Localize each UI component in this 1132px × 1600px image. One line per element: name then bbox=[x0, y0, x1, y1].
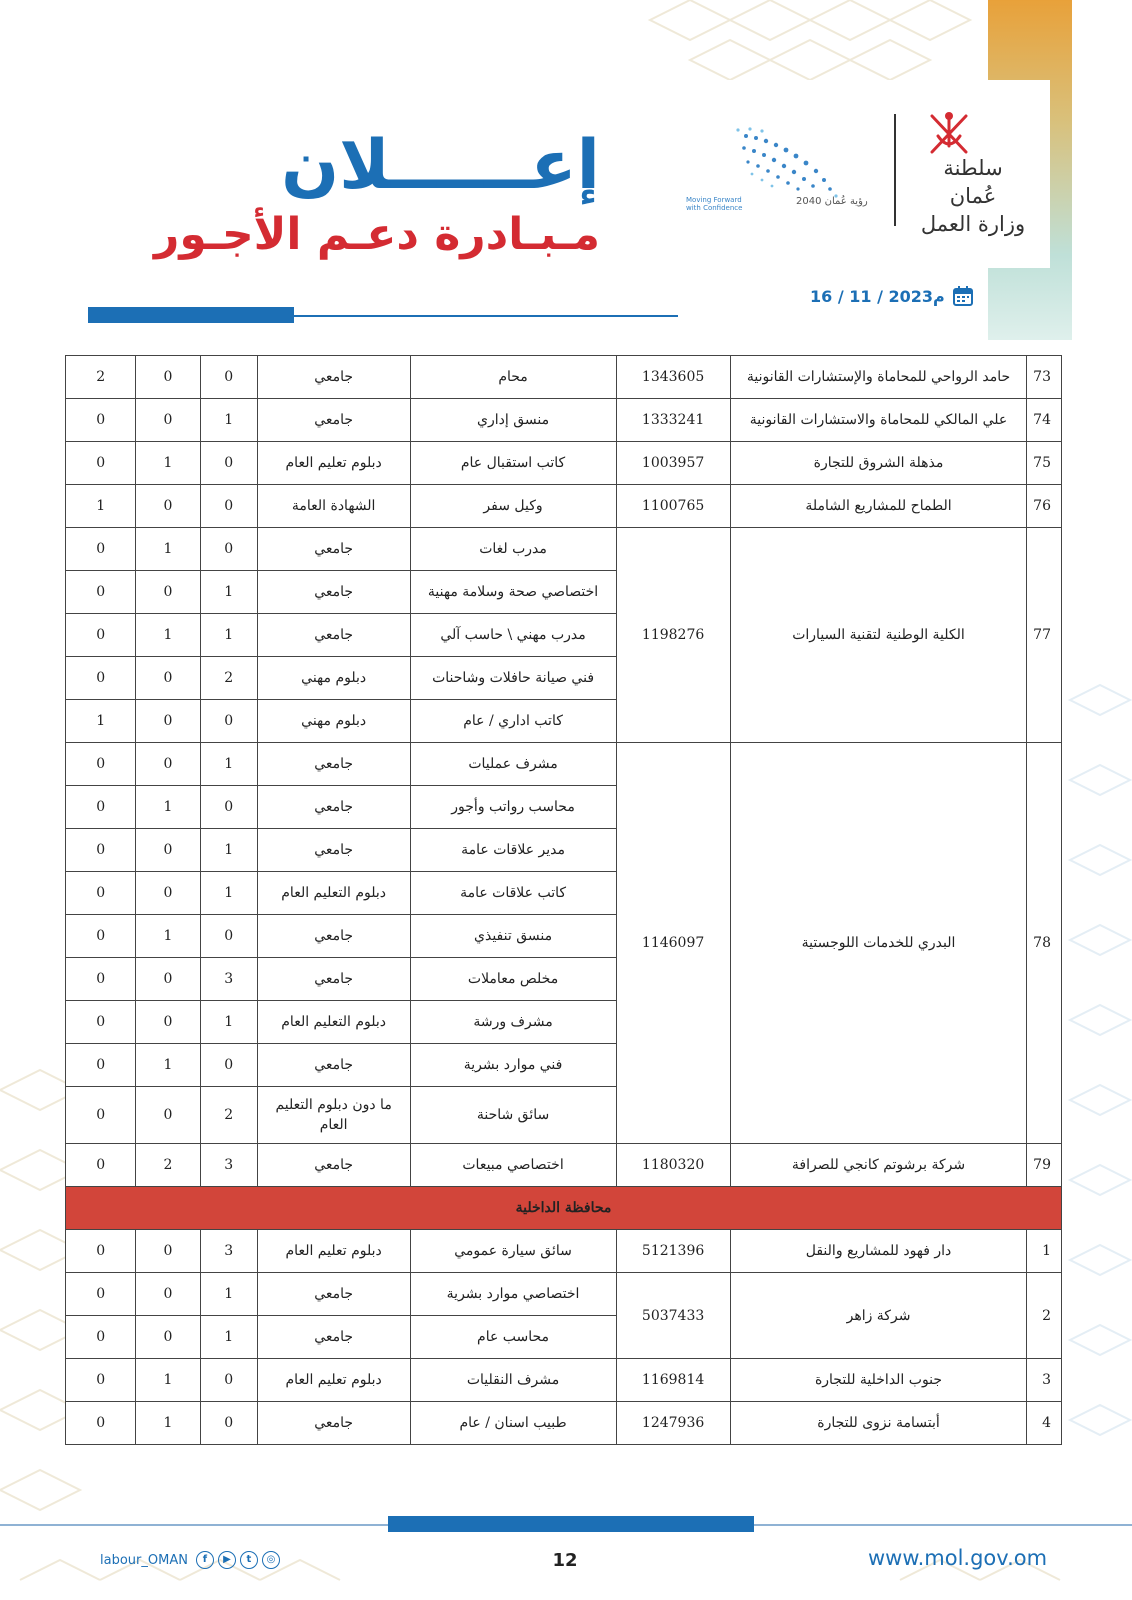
cell-qual: دبلوم تعليم العام bbox=[257, 442, 410, 485]
cell-c2: 0 bbox=[136, 1087, 200, 1144]
cell-job: مشرف ورشة bbox=[410, 1001, 616, 1044]
cell-c3: 0 bbox=[66, 1144, 136, 1187]
cell-c3: 2 bbox=[66, 356, 136, 399]
cell-c3: 0 bbox=[66, 743, 136, 786]
cell-c1: 1 bbox=[200, 571, 257, 614]
cell-company: أبتسامة نزوى للتجارة bbox=[730, 1402, 1027, 1445]
cell-c3: 0 bbox=[66, 1273, 136, 1316]
table-row bbox=[66, 399, 1062, 442]
announcement-date: 16 / 11 / 2023م bbox=[810, 286, 945, 306]
cell-c1: 0 bbox=[200, 356, 257, 399]
cell-qual: دبلوم تعليم العام bbox=[257, 1230, 410, 1273]
ministry-line-2: وزارة العمل bbox=[920, 212, 1026, 236]
cell-qual: ما دون دبلوم التعليم العام bbox=[257, 1087, 410, 1144]
cell-c2: 2 bbox=[136, 1144, 200, 1187]
cell-no: 75 bbox=[1027, 442, 1062, 485]
cell-c3: 0 bbox=[66, 442, 136, 485]
calendar-icon bbox=[953, 286, 973, 306]
cell-c1: 1 bbox=[200, 1001, 257, 1044]
cell-job: وكيل سفر bbox=[410, 485, 616, 528]
cell-qual: جامعي bbox=[257, 1144, 410, 1187]
cell-company: البدري للخدمات اللوجستية bbox=[730, 743, 1027, 1144]
cell-c3: 1 bbox=[66, 485, 136, 528]
cell-c1: 1 bbox=[200, 399, 257, 442]
ministry-line-1: سلطنة عُمان bbox=[943, 156, 1003, 208]
social-handle[interactable]: labour_OMAN bbox=[100, 1552, 188, 1568]
section-header-row bbox=[66, 1187, 1062, 1230]
cell-qual: دبلوم تعليم العام bbox=[257, 1359, 410, 1402]
cell-no: 2 bbox=[1027, 1273, 1062, 1359]
cell-no: 4 bbox=[1027, 1402, 1062, 1445]
cell-c1: 0 bbox=[200, 915, 257, 958]
cell-c1: 0 bbox=[200, 485, 257, 528]
cell-company: شركة زاهر bbox=[730, 1273, 1027, 1359]
table-row bbox=[66, 1273, 1062, 1316]
table-row bbox=[66, 1402, 1062, 1445]
cell-no: 73 bbox=[1027, 356, 1062, 399]
cell-c2: 0 bbox=[136, 1001, 200, 1044]
cell-job: منسق إداري bbox=[410, 399, 616, 442]
cell-c3: 0 bbox=[66, 786, 136, 829]
facebook-icon[interactable]: f bbox=[196, 1551, 214, 1569]
cell-no: 76 bbox=[1027, 485, 1062, 528]
cell-c2: 0 bbox=[136, 958, 200, 1001]
cell-reg: 1333241 bbox=[616, 399, 730, 442]
announcement-subtitle: مـبـادرة دعـم الأجـور bbox=[153, 209, 600, 260]
cell-qual: جامعي bbox=[257, 829, 410, 872]
cell-job: مشرف عمليات bbox=[410, 743, 616, 786]
cell-c3: 0 bbox=[66, 1087, 136, 1144]
cell-job: محاسب عام bbox=[410, 1316, 616, 1359]
footer-rule-thick bbox=[388, 1516, 754, 1532]
cell-c3: 0 bbox=[66, 958, 136, 1001]
cell-job: اختصاصي صحة وسلامة مهنية bbox=[410, 571, 616, 614]
cell-c2: 1 bbox=[136, 915, 200, 958]
cell-qual: جامعي bbox=[257, 399, 410, 442]
instagram-icon[interactable]: ◎ bbox=[262, 1551, 280, 1569]
cell-reg: 1169814 bbox=[616, 1359, 730, 1402]
vision-2040-label: رؤية عُمان 2040 bbox=[796, 196, 868, 207]
ministry-name bbox=[918, 154, 1028, 238]
cell-c3: 0 bbox=[66, 1001, 136, 1044]
cell-reg: 1180320 bbox=[616, 1144, 730, 1187]
cell-c2: 1 bbox=[136, 528, 200, 571]
cell-c1: 0 bbox=[200, 700, 257, 743]
cell-no: 79 bbox=[1027, 1144, 1062, 1187]
website-link[interactable]: www.mol.gov.om bbox=[868, 1546, 1048, 1570]
logo-divider bbox=[894, 114, 896, 226]
cell-c2: 1 bbox=[136, 1402, 200, 1445]
cell-qual: دبلوم التعليم العام bbox=[257, 1001, 410, 1044]
cell-reg: 5121396 bbox=[616, 1230, 730, 1273]
cell-company: الطماح للمشاريع الشاملة bbox=[730, 485, 1027, 528]
cell-c3: 0 bbox=[66, 1044, 136, 1087]
table-row bbox=[66, 356, 1062, 399]
cell-qual: جامعي bbox=[257, 958, 410, 1001]
cell-qual: دبلوم مهني bbox=[257, 700, 410, 743]
cell-company: جنوب الداخلية للتجارة bbox=[730, 1359, 1027, 1402]
cell-c1: 0 bbox=[200, 528, 257, 571]
cell-c1: 2 bbox=[200, 657, 257, 700]
cell-c2: 0 bbox=[136, 1230, 200, 1273]
cell-c1: 3 bbox=[200, 1230, 257, 1273]
cell-job: طبيب اسنان / عام bbox=[410, 1402, 616, 1445]
cell-job: سائق سيارة عمومي bbox=[410, 1230, 616, 1273]
cell-c1: 0 bbox=[200, 442, 257, 485]
cell-c2: 0 bbox=[136, 743, 200, 786]
cell-qual: جامعي bbox=[257, 1402, 410, 1445]
social-links bbox=[100, 1551, 280, 1569]
cell-c3: 0 bbox=[66, 528, 136, 571]
moving-forward-text: Moving Forward with Confidence bbox=[686, 196, 743, 212]
cell-no: 78 bbox=[1027, 743, 1062, 1144]
cell-job: محام bbox=[410, 356, 616, 399]
table-row bbox=[66, 743, 1062, 786]
cell-c3: 0 bbox=[66, 829, 136, 872]
cell-job: منسق تنفيذي bbox=[410, 915, 616, 958]
cell-job: كاتب علاقات عامة bbox=[410, 872, 616, 915]
cell-job: مدرب لغات bbox=[410, 528, 616, 571]
cell-c2: 0 bbox=[136, 571, 200, 614]
cell-c1: 3 bbox=[200, 958, 257, 1001]
cell-reg: 1198276 bbox=[616, 528, 730, 743]
cell-qual: جامعي bbox=[257, 915, 410, 958]
announcement-title: إعــــــلان bbox=[281, 126, 600, 205]
cell-job: سائق شاحنة bbox=[410, 1087, 616, 1144]
cell-c2: 1 bbox=[136, 1359, 200, 1402]
cell-qual: جامعي bbox=[257, 528, 410, 571]
cell-qual: جامعي bbox=[257, 786, 410, 829]
cell-no: 3 bbox=[1027, 1359, 1062, 1402]
cell-reg: 1003957 bbox=[616, 442, 730, 485]
section-title: محافظة الداخلية bbox=[66, 1187, 1062, 1230]
cell-c1: 0 bbox=[200, 1044, 257, 1087]
cell-c2: 0 bbox=[136, 1273, 200, 1316]
cell-qual: جامعي bbox=[257, 1316, 410, 1359]
table-row bbox=[66, 1230, 1062, 1273]
cell-reg: 5037433 bbox=[616, 1273, 730, 1359]
header-rule-thick bbox=[88, 307, 294, 323]
cell-c1: 0 bbox=[200, 786, 257, 829]
cell-c1: 0 bbox=[200, 1359, 257, 1402]
cell-reg: 1100765 bbox=[616, 485, 730, 528]
cell-c1: 1 bbox=[200, 614, 257, 657]
wage-support-table bbox=[65, 355, 1062, 1445]
cell-c3: 1 bbox=[66, 700, 136, 743]
cell-qual: جامعي bbox=[257, 1273, 410, 1316]
cell-c2: 0 bbox=[136, 829, 200, 872]
logo-area bbox=[686, 104, 1036, 244]
cell-company: دار فهود للمشاريع والنقل bbox=[730, 1230, 1027, 1273]
cell-c1: 1 bbox=[200, 829, 257, 872]
cell-c2: 1 bbox=[136, 786, 200, 829]
cell-c1: 3 bbox=[200, 1144, 257, 1187]
cell-qual: جامعي bbox=[257, 743, 410, 786]
twitter-icon[interactable]: t bbox=[240, 1551, 258, 1569]
cell-job: مخلص معاملات bbox=[410, 958, 616, 1001]
cell-c3: 0 bbox=[66, 399, 136, 442]
cell-job: فني صيانة حافلات وشاحنات bbox=[410, 657, 616, 700]
cell-c3: 0 bbox=[66, 1359, 136, 1402]
cell-company: الكلية الوطنية لتقنية السيارات bbox=[730, 528, 1027, 743]
cell-c2: 1 bbox=[136, 442, 200, 485]
table-row bbox=[66, 1359, 1062, 1402]
cell-c2: 1 bbox=[136, 1044, 200, 1087]
cell-c1: 1 bbox=[200, 872, 257, 915]
date-row bbox=[810, 286, 973, 306]
youtube-icon[interactable]: ▶ bbox=[218, 1551, 236, 1569]
cell-c1: 2 bbox=[200, 1087, 257, 1144]
cell-qual: دبلوم مهني bbox=[257, 657, 410, 700]
cell-qual: دبلوم التعليم العام bbox=[257, 872, 410, 915]
cell-c3: 0 bbox=[66, 1402, 136, 1445]
cell-c2: 0 bbox=[136, 872, 200, 915]
cell-qual: جامعي bbox=[257, 614, 410, 657]
cell-c3: 0 bbox=[66, 571, 136, 614]
cell-qual: جامعي bbox=[257, 571, 410, 614]
cell-c3: 0 bbox=[66, 614, 136, 657]
cell-c1: 1 bbox=[200, 1316, 257, 1359]
header-rule-thin bbox=[294, 315, 678, 317]
cell-reg: 1247936 bbox=[616, 1402, 730, 1445]
cell-c2: 0 bbox=[136, 485, 200, 528]
cell-c1: 1 bbox=[200, 1273, 257, 1316]
cell-c3: 0 bbox=[66, 872, 136, 915]
cell-c2: 0 bbox=[136, 700, 200, 743]
cell-no: 77 bbox=[1027, 528, 1062, 743]
cell-qual: جامعي bbox=[257, 1044, 410, 1087]
cell-job: فني موارد بشرية bbox=[410, 1044, 616, 1087]
cell-c3: 0 bbox=[66, 915, 136, 958]
cell-job: مدرب مهني \ حاسب آلي bbox=[410, 614, 616, 657]
table-row bbox=[66, 528, 1062, 571]
cell-job: كاتب استقبال عام bbox=[410, 442, 616, 485]
cell-company: علي المالكي للمحاماة والاستشارات القانونية bbox=[730, 399, 1027, 442]
cell-c2: 0 bbox=[136, 356, 200, 399]
table-row bbox=[66, 485, 1062, 528]
cell-reg: 1343605 bbox=[616, 356, 730, 399]
cell-job: مشرف النقليات bbox=[410, 1359, 616, 1402]
cell-job: مدير علاقات عامة bbox=[410, 829, 616, 872]
cell-c1: 0 bbox=[200, 1402, 257, 1445]
page-number: 12 bbox=[552, 1550, 578, 1571]
cell-qual: جامعي bbox=[257, 356, 410, 399]
cell-c2: 0 bbox=[136, 1316, 200, 1359]
cell-job: اختصاصي مبيعات bbox=[410, 1144, 616, 1187]
cell-c3: 0 bbox=[66, 657, 136, 700]
cell-c1: 1 bbox=[200, 743, 257, 786]
table-row bbox=[66, 442, 1062, 485]
cell-reg: 1146097 bbox=[616, 743, 730, 1144]
cell-job: كاتب اداري / عام bbox=[410, 700, 616, 743]
cell-c3: 0 bbox=[66, 1230, 136, 1273]
cell-job: محاسب رواتب وأجور bbox=[410, 786, 616, 829]
cell-c2: 1 bbox=[136, 614, 200, 657]
cell-company: شركة برشوتم كانجي للصرافة bbox=[730, 1144, 1027, 1187]
cell-c2: 0 bbox=[136, 657, 200, 700]
cell-c3: 0 bbox=[66, 1316, 136, 1359]
cell-no: 1 bbox=[1027, 1230, 1062, 1273]
cell-c2: 0 bbox=[136, 399, 200, 442]
cell-no: 74 bbox=[1027, 399, 1062, 442]
cell-qual: الشهادة العامة bbox=[257, 485, 410, 528]
cell-job: اختصاصي موارد بشرية bbox=[410, 1273, 616, 1316]
cell-company: مذهلة الشروق للتجارة bbox=[730, 442, 1027, 485]
cell-company: حامد الرواحي للمحاماة والإستشارات القانونية bbox=[730, 356, 1027, 399]
table-row bbox=[66, 1144, 1062, 1187]
